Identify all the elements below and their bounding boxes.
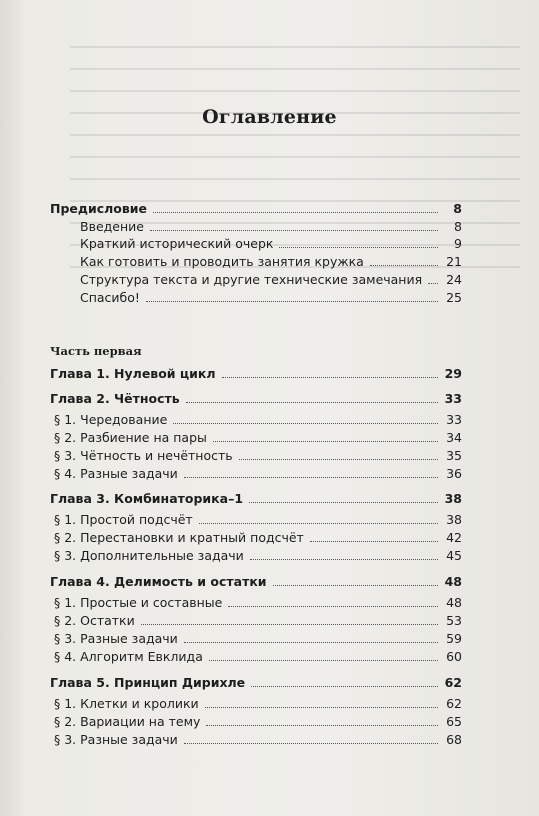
dot-leader (249, 502, 438, 503)
dot-leader (206, 725, 438, 726)
toc-page-number: 62 (446, 696, 462, 711)
toc-page-number: 60 (446, 649, 462, 664)
toc-entry-label: Структура текста и другие технические замечания (80, 272, 423, 287)
dot-leader (279, 247, 438, 248)
dot-leader (150, 230, 438, 231)
toc-section (54, 696, 462, 714)
dot-leader (251, 686, 438, 687)
dot-leader (141, 624, 438, 625)
toc-entry-label: § 2. Разбиение на пары (54, 430, 207, 445)
dot-leader (209, 660, 438, 661)
dot-leader (310, 541, 438, 542)
toc-chapter (50, 391, 462, 409)
toc-page-number: 8 (454, 219, 462, 234)
dot-leader (213, 441, 438, 442)
toc-entry-label: Введение (80, 219, 144, 234)
toc-page-number: 53 (446, 613, 462, 628)
toc-subentry (80, 254, 462, 272)
dot-leader (146, 301, 438, 302)
toc-page-number: 45 (446, 548, 462, 563)
dot-leader (199, 523, 438, 524)
dot-leader (173, 423, 438, 424)
dot-leader (222, 377, 438, 378)
toc-entry-label: Предисловие (50, 201, 148, 216)
toc-section (54, 466, 462, 484)
dot-leader (184, 743, 438, 744)
toc-section (54, 412, 462, 430)
toc-entry-preface (50, 201, 462, 219)
toc-entry-label: § 1. Простые и составные (54, 595, 223, 610)
toc-subentry (80, 272, 462, 290)
toc-page-number: 33 (446, 412, 462, 427)
toc-entry-label: § 1. Клетки и кролики (54, 696, 199, 711)
toc-page-number: 42 (446, 530, 462, 545)
toc-section (54, 548, 462, 566)
toc-subentry (80, 236, 462, 254)
toc-entry-label: § 2. Остатки (54, 613, 135, 628)
toc-chapter (50, 574, 462, 592)
toc-page-number: 38 (446, 512, 462, 527)
toc-entry-label: § 4. Разные задачи (54, 466, 178, 481)
dot-leader (184, 477, 438, 478)
toc-section (54, 430, 462, 448)
toc-page-number: 34 (446, 430, 462, 445)
dot-leader (428, 283, 438, 284)
toc-page-number: 48 (446, 595, 462, 610)
toc-section (54, 714, 462, 732)
toc-entry-label: Глава 3. Комбинаторика–1 (50, 491, 244, 506)
toc-entry-label: Спасибо! (80, 290, 140, 305)
toc-entry-label: Как готовить и проводить занятия кружка (80, 254, 364, 269)
toc-page-number: 59 (446, 631, 462, 646)
toc-page-number: 9 (454, 236, 462, 251)
dot-leader (184, 642, 438, 643)
dot-leader (250, 559, 438, 560)
toc-section (54, 631, 462, 649)
toc-section (54, 613, 462, 631)
part-heading: Часть первая (50, 344, 142, 358)
dot-leader (239, 459, 438, 460)
toc-page-number: 48 (444, 574, 462, 589)
toc-section (54, 448, 462, 466)
toc-page-number: 29 (444, 366, 462, 381)
toc-page-number: 65 (446, 714, 462, 729)
toc-section (54, 732, 462, 750)
toc-chapter (50, 675, 462, 693)
dot-leader (228, 606, 438, 607)
toc-page-number: 35 (446, 448, 462, 463)
toc-page-number: 38 (444, 491, 462, 506)
dot-leader (153, 212, 438, 213)
toc-page-number: 25 (446, 290, 462, 305)
toc-chapter (50, 366, 462, 384)
toc-section (54, 595, 462, 613)
toc-page-number: 21 (446, 254, 462, 269)
toc-entry-label: § 1. Чередование (54, 412, 168, 427)
toc-entry-label: § 3. Разные задачи (54, 631, 178, 646)
dot-leader (186, 402, 438, 403)
toc-page-number: 36 (446, 466, 462, 481)
toc-entry-label: Краткий исторический очерк (80, 236, 274, 251)
toc-entry-label: Глава 1. Нулевой цикл (50, 366, 216, 381)
toc-page-number: 62 (444, 675, 462, 690)
toc-chapter (50, 491, 462, 509)
toc-entry-label: § 1. Простой подсчёт (54, 512, 193, 527)
toc-entry-label: § 2. Вариации на тему (54, 714, 201, 729)
dot-leader (370, 265, 438, 266)
toc-page-number: 8 (453, 201, 462, 216)
dot-leader (205, 707, 438, 708)
toc-section (54, 649, 462, 667)
toc-page-number: 24 (446, 272, 462, 287)
toc-section (54, 530, 462, 548)
toc-entry-label: § 2. Перестановки и кратный подсчёт (54, 530, 304, 545)
toc-entry-label: § 3. Дополнительные задачи (54, 548, 244, 563)
toc-entry-label: § 4. Алгоритм Евклида (54, 649, 203, 664)
toc-entry-label: § 3. Чётность и нечётность (54, 448, 233, 463)
toc-section (54, 512, 462, 530)
toc-entry-label: § 3. Разные задачи (54, 732, 178, 747)
toc-subentry (80, 219, 462, 237)
toc-page-number: 33 (444, 391, 462, 406)
page-title: Оглавление (202, 106, 337, 128)
toc-entry-label: Глава 4. Делимость и остатки (50, 574, 267, 589)
toc-entry-label: Глава 5. Принцип Дирихле (50, 675, 246, 690)
toc-entry-label: Глава 2. Чётность (50, 391, 180, 406)
toc-page-number: 68 (446, 732, 462, 747)
dot-leader (273, 585, 438, 586)
toc-subentry (80, 290, 462, 308)
